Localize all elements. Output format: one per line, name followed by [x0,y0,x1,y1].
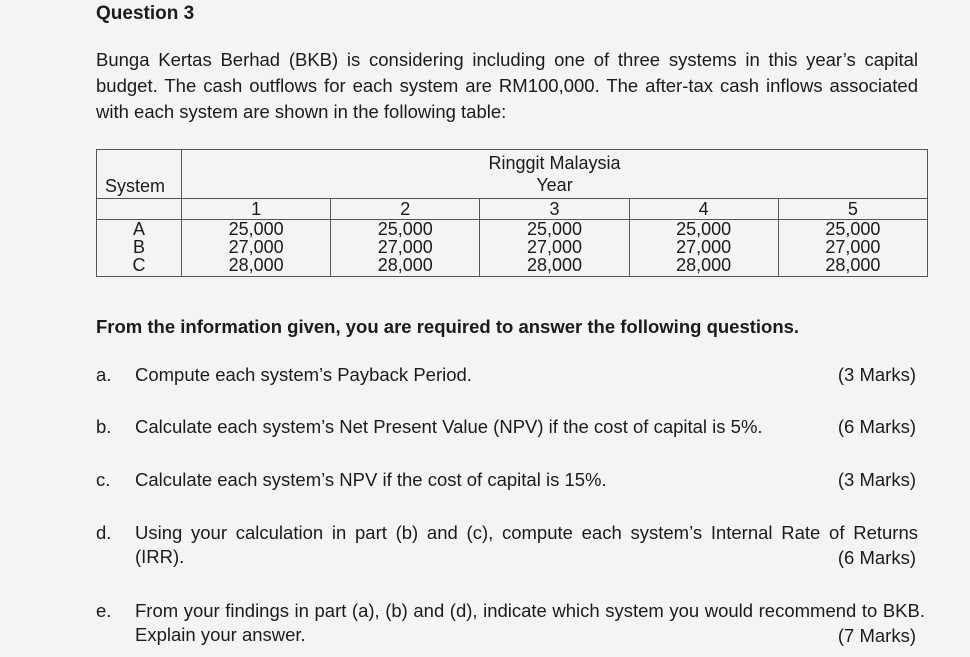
system-cell: A [97,220,182,239]
question-label: d. [96,522,112,543]
year-cell: 5 [778,199,927,220]
value-cell: 25,000 [182,220,331,239]
value-cell: 28,000 [182,256,331,277]
question-label: e. [96,600,112,621]
year-cell: 1 [182,199,331,220]
value-cell: 27,000 [629,238,778,256]
question-marks: (3 Marks) [837,364,916,385]
value-cell: 28,000 [480,256,629,277]
value-cell: 28,000 [778,256,927,277]
system-cell: B [97,238,182,256]
currency-header: Ringgit Malaysia [488,153,621,173]
year-cell: 4 [629,199,778,220]
system-cell: C [97,256,182,277]
value-cell: 25,000 [480,220,629,239]
blank-cell [97,199,182,220]
question-marks: (7 Marks) [837,625,916,646]
intro-paragraph: Bunga Kertas Berhad (BKB) is considering including one of three systems in this year’s capital budget. The cash outflows for each system are RM100,000. The after-tax cash inflows associated with each system are shown in the following table: [96,49,918,122]
value-cell: 25,000 [331,220,480,239]
table-row [97,220,928,239]
question-marks: (6 Marks) [837,416,916,437]
question-text: Compute each system’s Payback Period. [135,364,472,385]
table-row [97,256,928,277]
question-label: c. [96,469,111,490]
question-label: b. [96,416,112,437]
value-cell: 27,000 [480,238,629,256]
year-cell: 3 [480,199,629,220]
year-header: Year [536,175,573,195]
value-cell: 27,000 [778,238,927,256]
cash-inflows-table [96,149,928,277]
question-marks: (6 Marks) [837,547,916,568]
table-row [97,238,928,256]
question-text: Calculate each system’s Net Present Value (NPV) if the cost of capital is 5%. [135,416,763,437]
value-cell: 27,000 [182,238,331,256]
question-text: Using your calculation in part (b) and (c), compute each system’s Internal Rate of Returns (IRR). [135,522,918,567]
table-header [182,150,928,199]
value-cell: 28,000 [629,256,778,277]
question-marks: (3 Marks) [837,469,916,490]
system-header: System [97,150,182,199]
question-title: Question 3 [96,3,195,24]
instruction-text: From the information given, you are required to answer the following questions. [96,316,800,337]
question-text: From your findings in part (a), (b) and (d), indicate which system you would recommend to BKB. Explain your answer. [135,600,925,645]
question-text: Calculate each system’s NPV if the cost of capital is 15%. [135,469,607,490]
value-cell: 25,000 [629,220,778,239]
value-cell: 27,000 [331,238,480,256]
question-label: a. [96,364,112,385]
year-cell: 2 [331,199,480,220]
value-cell: 25,000 [778,220,927,239]
value-cell: 28,000 [331,256,480,277]
